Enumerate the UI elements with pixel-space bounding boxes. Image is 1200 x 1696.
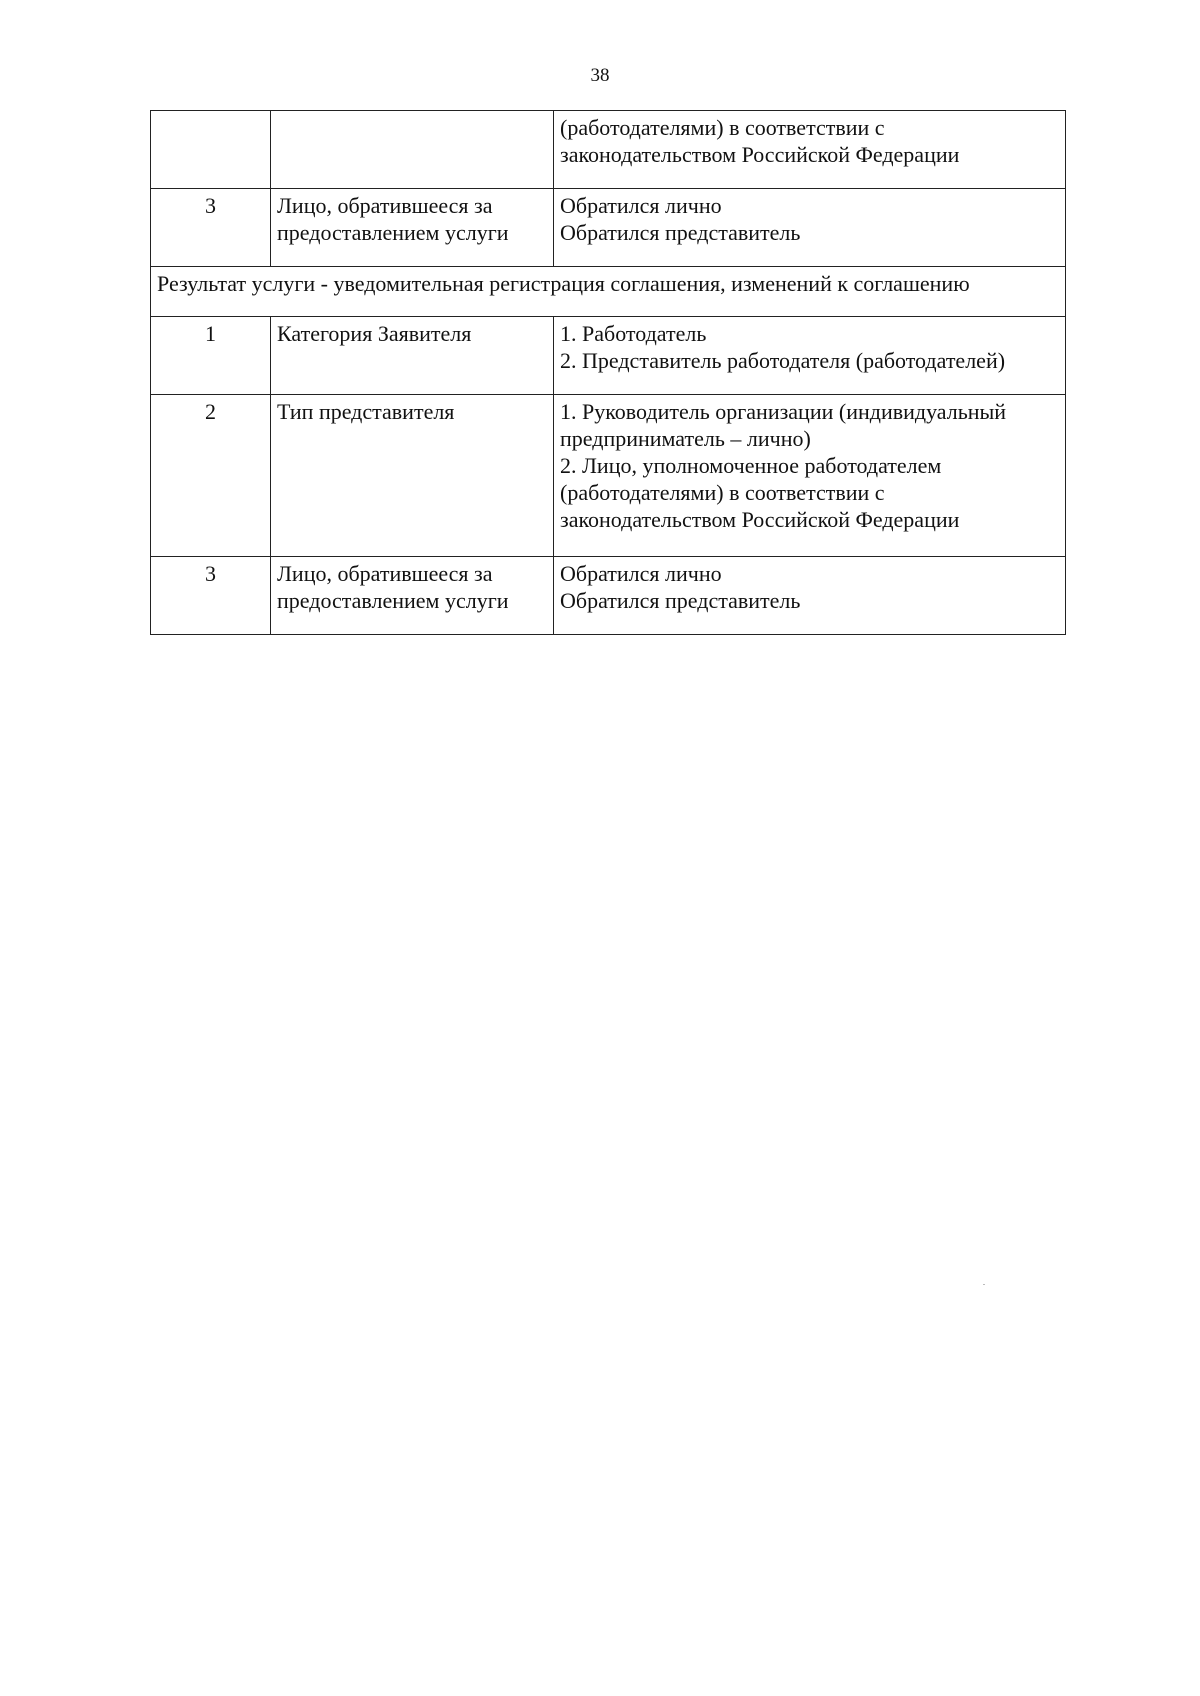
criterion-name-cell: [271, 111, 554, 189]
criterion-name-cell: [271, 189, 554, 267]
name-line: Лицо, обратившееся за: [277, 561, 493, 586]
table-row: [151, 317, 1066, 395]
criterion-values-cell: [554, 189, 1066, 267]
page-number: 38: [590, 65, 610, 86]
row-number-cell: 3: [151, 189, 271, 267]
criterion-name-cell: [271, 557, 554, 635]
name-line: предоставлением услуги: [277, 588, 509, 613]
value-line: 1. Работодатель: [560, 321, 707, 346]
row-number-cell: [151, 111, 271, 189]
table-row: [151, 395, 1066, 557]
value-line: (работодателями) в соответствии с: [560, 115, 885, 140]
criterion-values-cell: [554, 395, 1066, 557]
value-line: законодательством Российской Федерации: [560, 507, 960, 532]
value-line: 2. Представитель работодателя (работодателей): [560, 348, 1006, 373]
value-line: законодательством Российской Федерации: [560, 142, 960, 167]
name-line: Лицо, обратившееся за: [277, 193, 493, 218]
criterion-values-cell: [554, 111, 1066, 189]
table-row-continuation: [151, 111, 1066, 189]
name-line: Тип представителя: [277, 399, 455, 424]
criterion-values-cell: [554, 557, 1066, 635]
value-line: Обратился представитель: [560, 588, 801, 613]
scan-speck: [983, 1284, 985, 1285]
name-line: Категория Заявителя: [277, 321, 472, 346]
section-header-row: [151, 267, 1066, 317]
criteria-table: [150, 110, 1066, 635]
table-row: [151, 557, 1066, 635]
name-line: предоставлением услуги: [277, 220, 509, 245]
criterion-name-cell: [271, 395, 554, 557]
value-line: Обратился представитель: [560, 220, 801, 245]
value-line: 1. Руководитель организации (индивидуальный: [560, 399, 1007, 424]
value-line: Обратился лично: [560, 193, 722, 218]
value-line: Обратился лично: [560, 561, 722, 586]
table-row: [151, 189, 1066, 267]
section-title: Результат услуги - уведомительная регистрация соглашения, изменений к соглашению: [151, 267, 1066, 317]
value-line: (работодателями) в соответствии с: [560, 480, 885, 505]
value-line: предприниматель – лично): [560, 426, 811, 451]
criterion-name-cell: [271, 317, 554, 395]
row-number-cell: 1: [151, 317, 271, 395]
value-line: 2. Лицо, уполномоченное работодателем: [560, 453, 942, 478]
row-number-cell: 3: [151, 557, 271, 635]
row-number-cell: 2: [151, 395, 271, 557]
criterion-values-cell: [554, 317, 1066, 395]
